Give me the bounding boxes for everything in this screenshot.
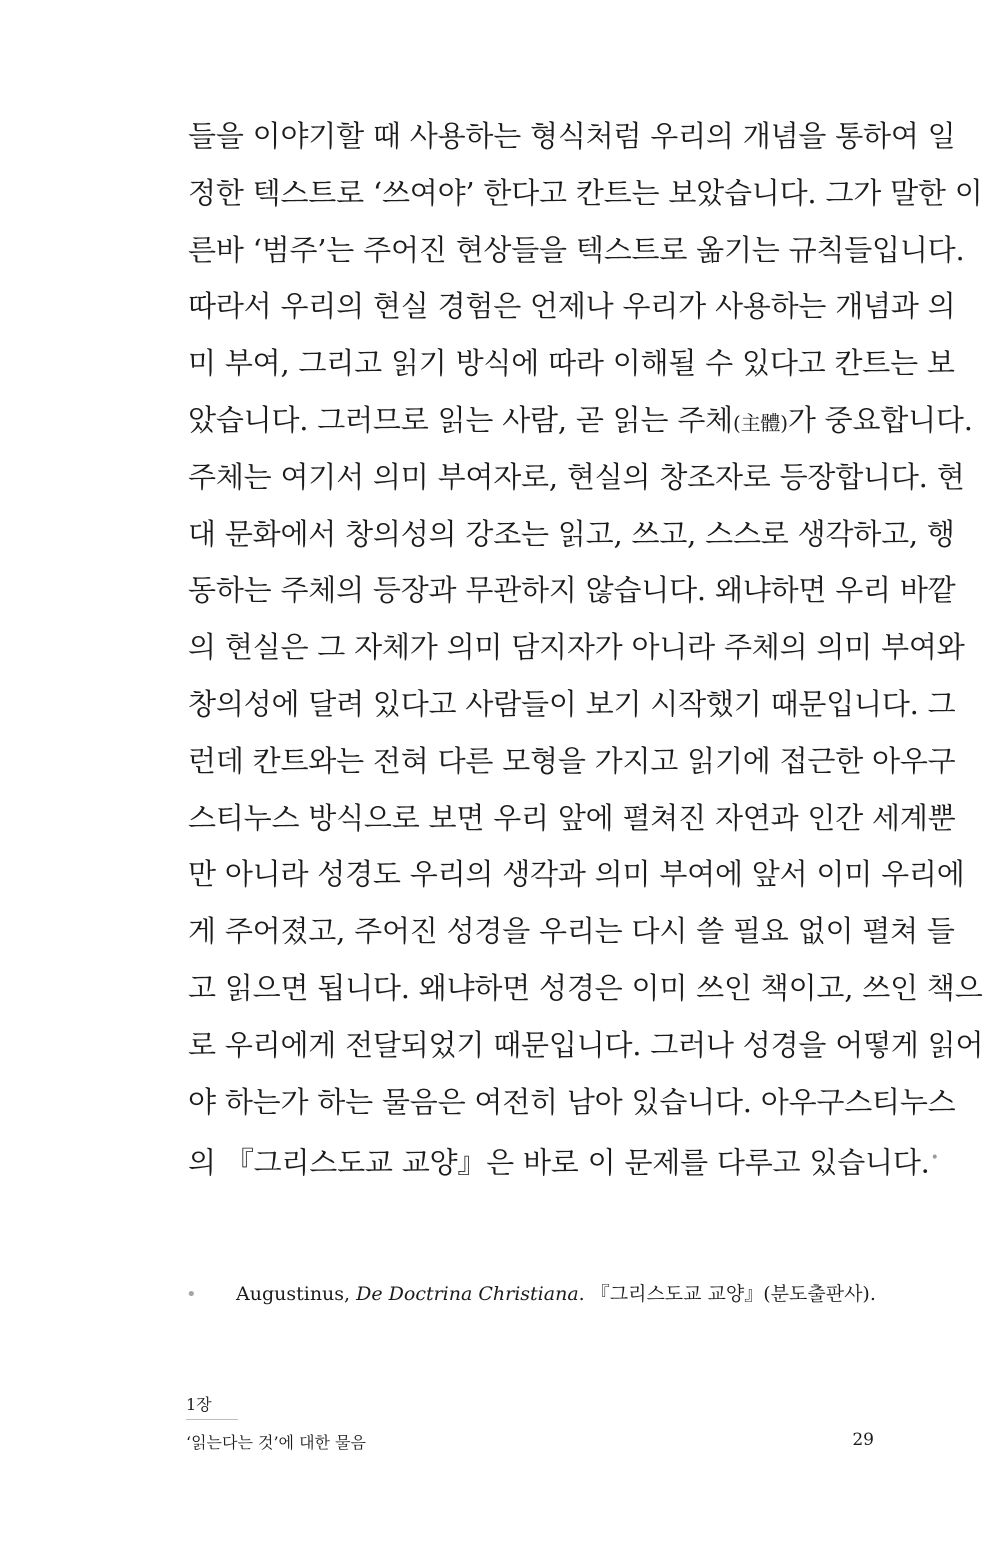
text-line: 따라서 우리의 현실 경험은 언제나 우리가 사용하는 개념과 의 <box>188 289 956 324</box>
text-line: 들을 이야기할 때 사용하는 형식처럼 우리의 개념을 통하여 일 <box>188 119 956 153</box>
text-line: 로 우리에게 전달되었기 때문입니다. 그러나 성경을 어떻게 읽어 <box>188 1027 984 1062</box>
running-footer <box>186 1392 886 1453</box>
kanji-annotation: (主體) <box>733 410 788 435</box>
text-line: 동하는 주체의 등장과 무관하지 않습니다. 왜냐하면 우리 바깥 <box>188 573 956 608</box>
text-line: 정한 텍스트로 ‘쓰여야’ 한다고 칸트는 보았습니다. 그가 말한 이 <box>188 175 983 210</box>
text-line: 런데 칸트와는 전혀 다른 모형을 가지고 읽기에 접근한 아우구 <box>188 743 956 778</box>
text-line: 게 주어졌고, 주어진 성경을 우리는 다시 쓸 필요 없이 펼쳐 들 <box>188 914 955 949</box>
text-line: 의 현실은 그 자체가 의미 담지자가 아니라 주체의 의미 부여와 <box>188 630 965 665</box>
text-segment: 의 『그리스도교 교양』은 바로 이 문제를 다루고 있습니다. <box>188 1146 930 1180</box>
footnote-author: Augustinus, <box>236 1283 357 1305</box>
text-line: 고 읽으면 됩니다. 왜냐하면 성경은 이미 쓰인 책이고, 쓰인 책으 <box>188 970 983 1005</box>
chapter-title: ‘읽는다는 것’에 대한 물음 <box>186 1433 366 1452</box>
text-line-last <box>188 1130 939 1187</box>
text-line: 야 하는가 하는 물음은 여전히 남아 있습니다. 아우구스티누스 <box>188 1084 956 1119</box>
text-line: 대 문화에서 창의성의 강조는 읽고, 쓰고, 스스로 생각하고, 행 <box>188 516 955 551</box>
page-number: 29 <box>852 1430 874 1450</box>
footnote <box>186 1280 886 1309</box>
text-line: 스티누스 방식으로 보면 우리 앞에 펼쳐진 자연과 인간 세계뿐 <box>188 800 956 835</box>
footnote-book-title: De Doctrina Christiana <box>356 1283 579 1305</box>
text-line: 른바 ‘범주’는 주어진 현상들을 텍스트로 옮기는 규칙들입니다. <box>188 232 965 267</box>
chapter-label: 1장 <box>186 1392 238 1420</box>
text-segment: 가 중요합니다. <box>787 402 973 437</box>
text-segment: 았습니다. 그러므로 읽는 사람, 곧 읽는 주체 <box>188 402 733 437</box>
text-line: 미 부여, 그리고 읽기 방식에 따라 이해될 수 있다고 칸트는 보 <box>188 346 955 381</box>
footnote-bullet: • <box>186 1284 197 1305</box>
text-line: 만 아니라 성경도 우리의 생각과 의미 부여에 앞서 이미 우리에 <box>188 857 965 892</box>
text-line: 창의성에 달려 있다고 사람들이 보기 시작했기 때문입니다. 그 <box>188 686 956 721</box>
footnote-marker[interactable]: • <box>930 1150 939 1167</box>
text-line: 주체는 여기서 의미 부여자로, 현실의 창조자로 등장합니다. 현 <box>188 459 965 494</box>
body-text <box>188 108 984 1187</box>
text-line-with-kanji <box>188 392 973 449</box>
footnote-citation: . 『그리스도교 교양』(분도출판사). <box>578 1283 876 1305</box>
